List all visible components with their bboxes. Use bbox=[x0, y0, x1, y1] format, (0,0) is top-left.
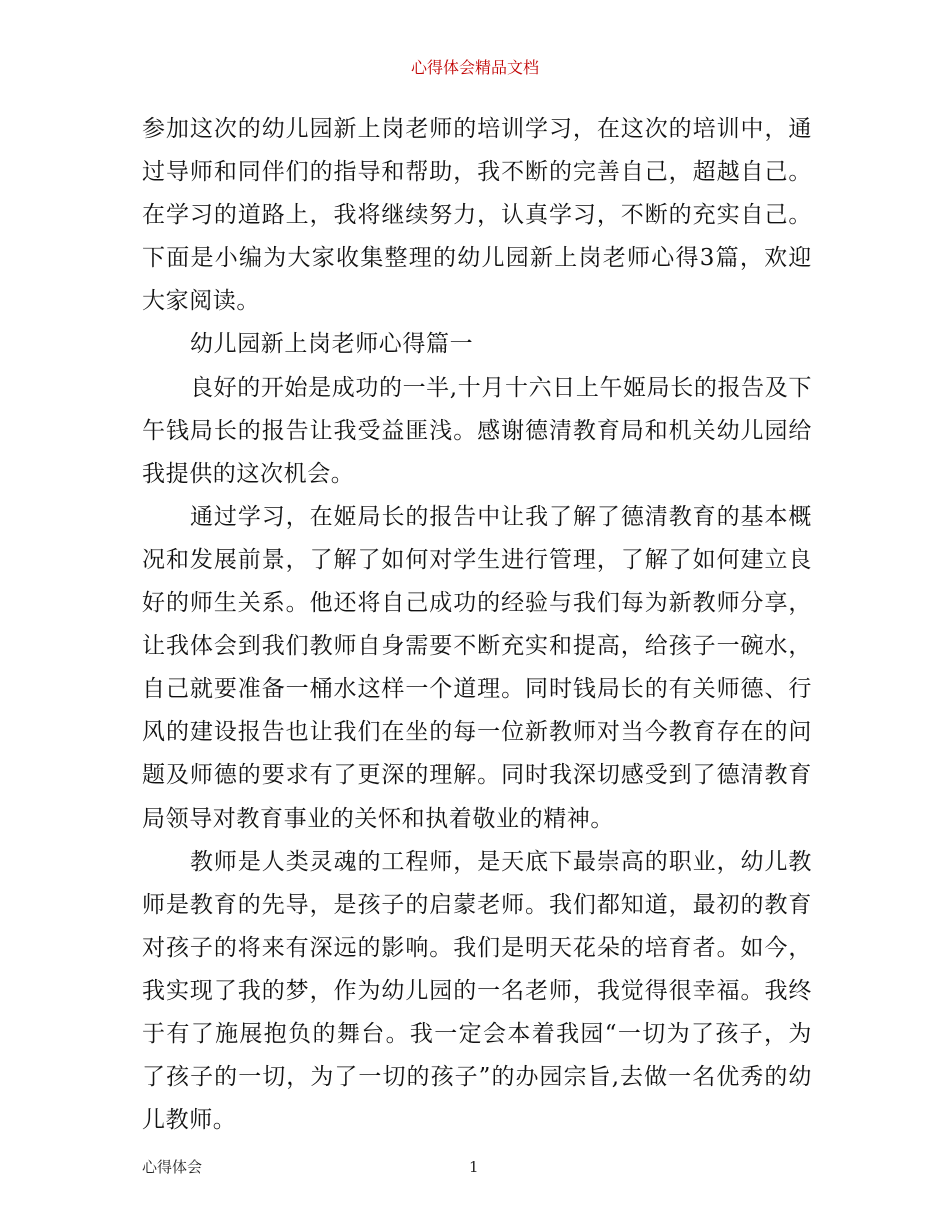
document-body bbox=[142, 108, 812, 1142]
footer-label: 心得体会 bbox=[142, 1158, 203, 1176]
section-heading: 幼儿园新上岗老师心得篇一 bbox=[190, 331, 474, 358]
intro-paragraph: 参加这次的幼儿园新上岗老师的培训学习，在这次的培训中，通过导师和同伴们的指导和帮助，我不断的完善自己，超越自己。在学习的道路上，我将继续努力，认真学习，不断的充实自己。下面是小编为大家收集整理的幼儿园新上岗老师心得3篇，欢迎大家阅读。 bbox=[142, 116, 812, 315]
document-header-title: 心得体会精品文档 bbox=[410, 58, 539, 77]
body-paragraph: 良好的开始是成功的一半,十月十六日上午姬局长的报告及下午钱局长的报告让我受益匪浅。感谢德清教育局和机关幼儿园给我提供的这次机会。 bbox=[142, 374, 812, 487]
page-number: 1 bbox=[469, 1158, 479, 1176]
body-paragraph: 通过学习，在姬局长的报告中让我了解了德清教育的基本概况和发展前景，了解了如何对学生进行管理，了解了如何建立良好的师生关系。他还将自己成功的经验与我们每为新教师分享，让我体会到我们教师自身需要不断充实和提高，给孩子一碗水，自己就要准备一桶水这样一个道理。同时钱局长的有关师德、行风的建设报告也让我们在坐的每一位新教师对当今教育存在的问题及师德的要求有了更深的理解。同时我深切感受到了德清教育局领导对教育事业的关怀和执着敬业的精神。 bbox=[142, 503, 812, 832]
body-paragraph: 教师是人类灵魂的工程师，是天底下最崇高的职业，幼儿教师是教育的先导，是孩子的启蒙老师。我们都知道，最初的教育对孩子的将来有深远的影响。我们是明天花朵的培育者。如今，我实现了我的梦，作为幼儿园的一名老师，我觉得很幸福。我终于有了施展抱负的舞台。我一定会本着我园“一切为了孩子，为了孩子的一切，为了一切的孩子”的办园宗旨,去做一名优秀的幼儿教师。 bbox=[142, 848, 812, 1134]
